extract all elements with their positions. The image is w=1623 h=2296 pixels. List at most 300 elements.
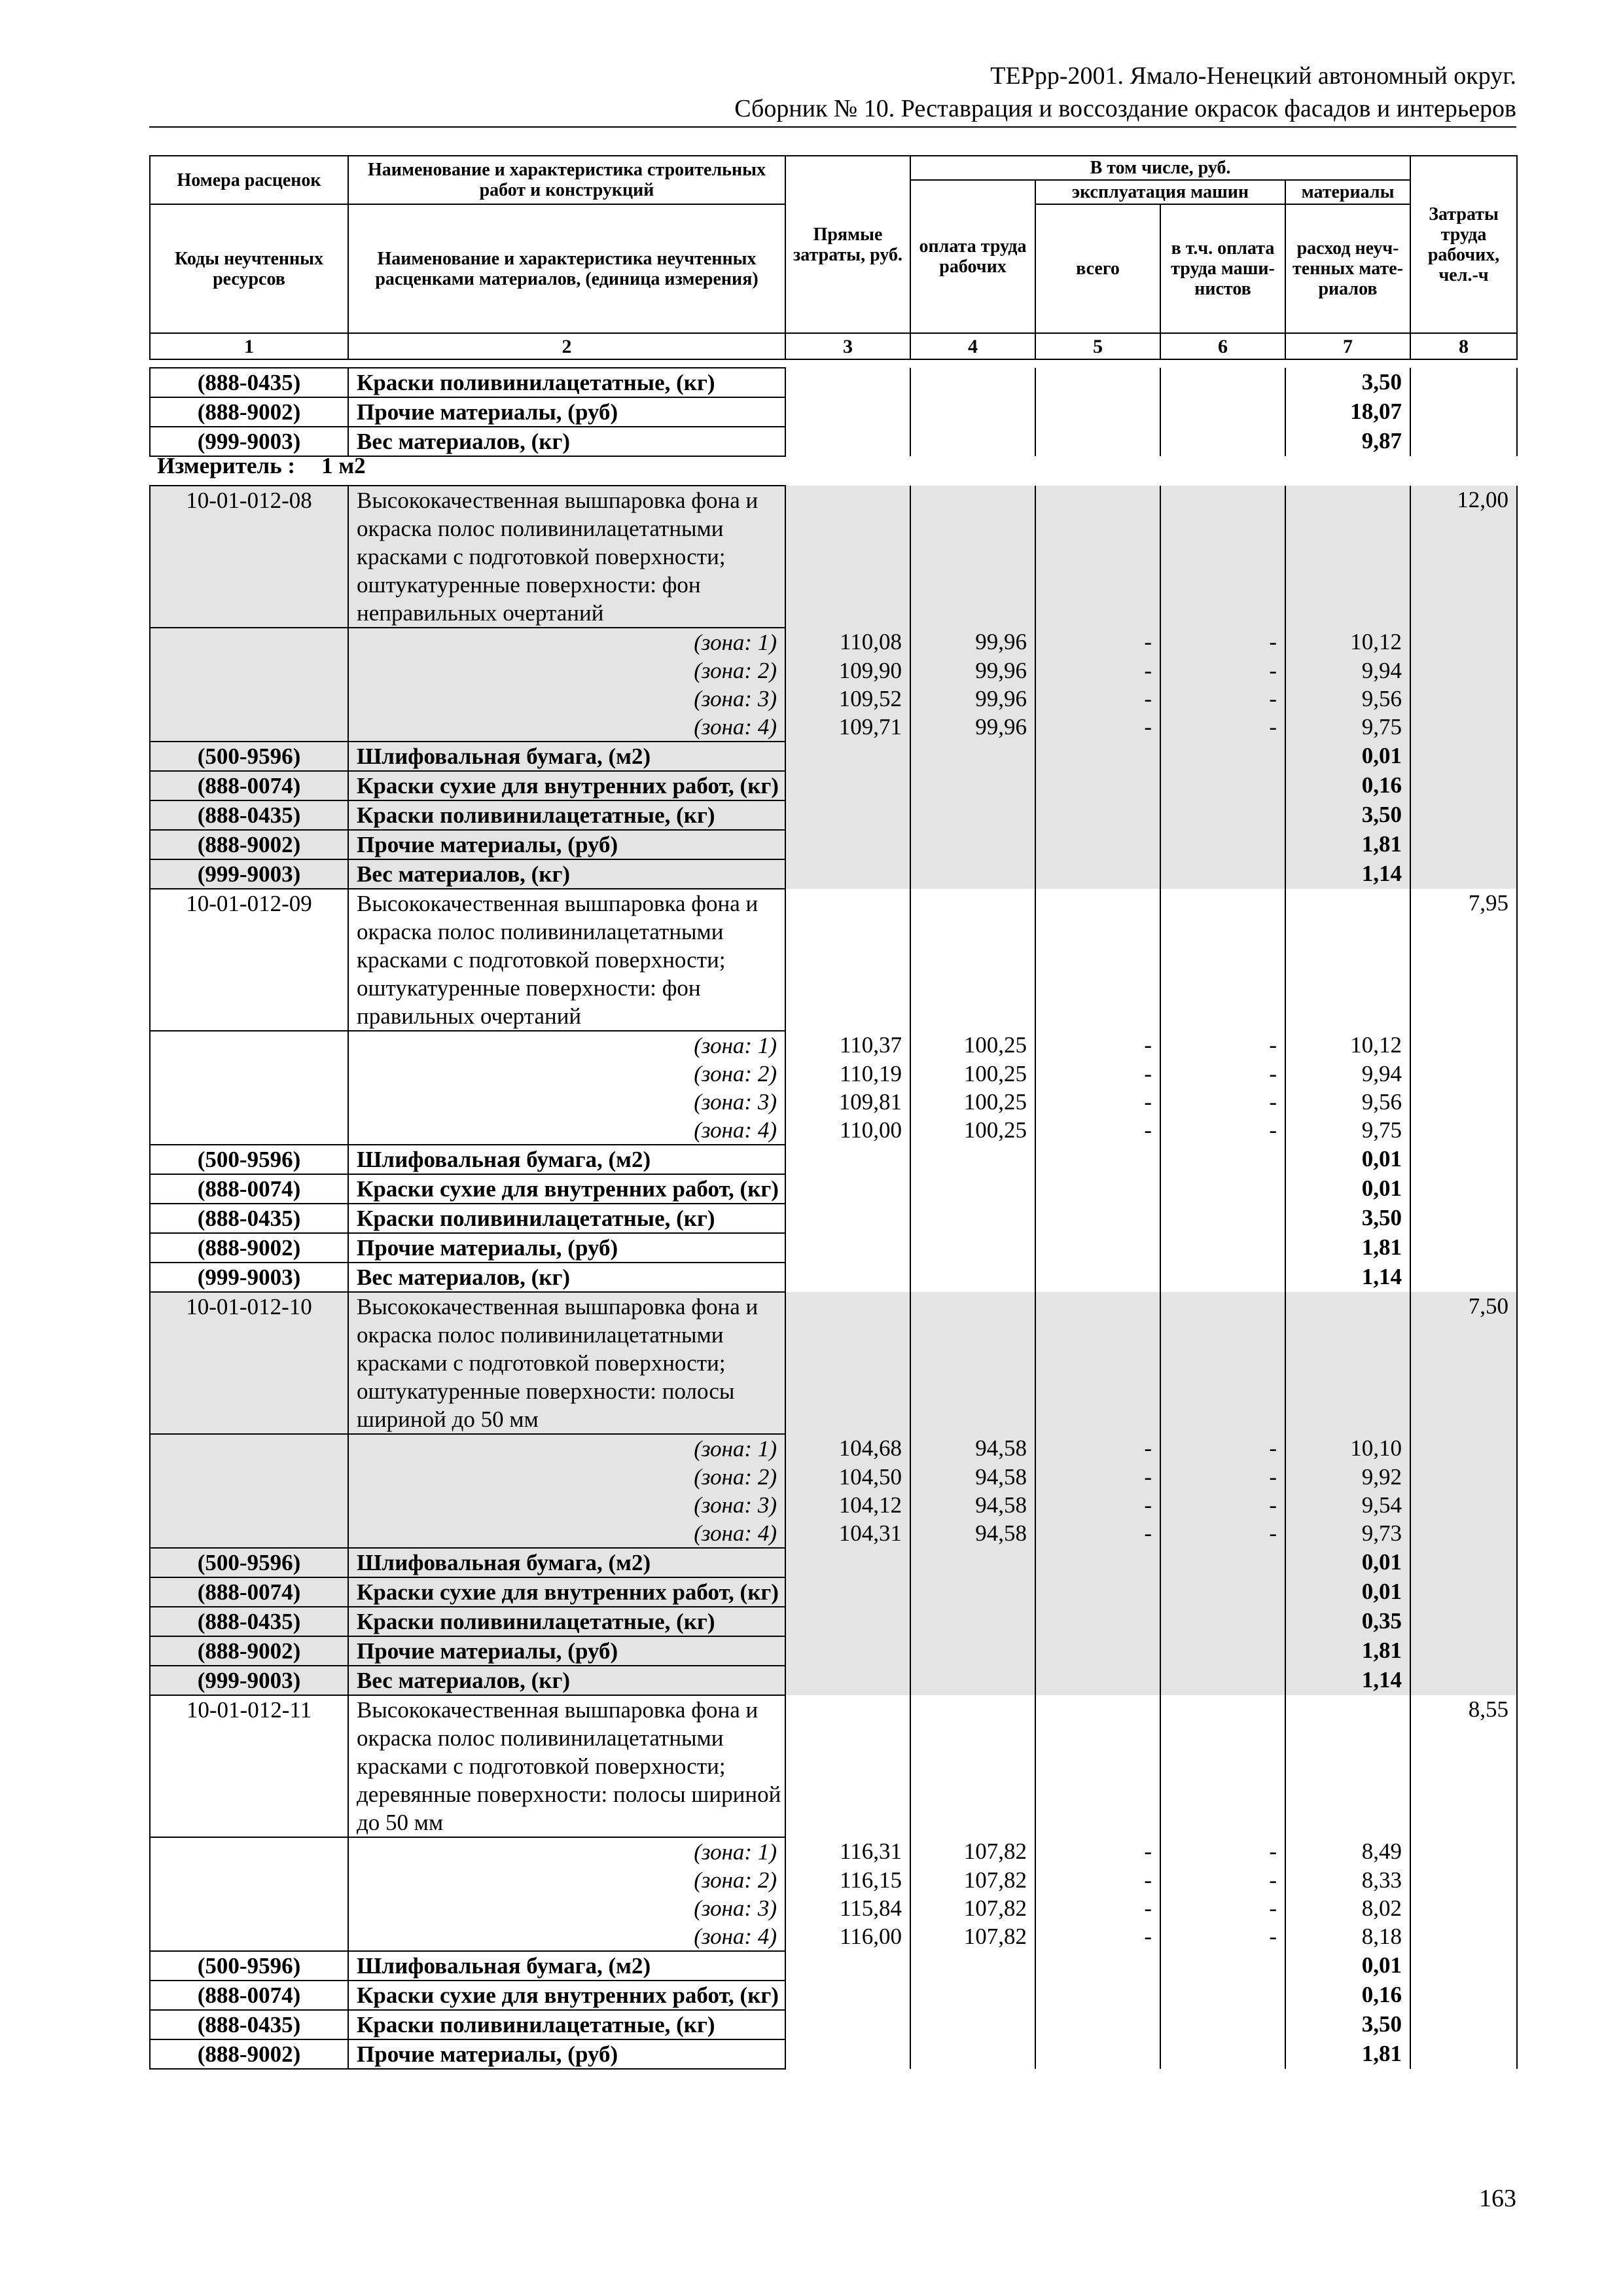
direct-costs: 109,90 <box>785 656 910 685</box>
table-cell <box>1160 397 1285 427</box>
resource-code: (888-0435) <box>150 368 348 397</box>
col-head-machine-total: всего <box>1035 204 1160 333</box>
table-cell <box>1160 800 1285 830</box>
materials-cost: 9,73 <box>1285 1519 1410 1548</box>
labor-costs: 8,55 <box>1410 1695 1517 1837</box>
table-cell <box>150 1922 348 1951</box>
measure-unit-label: Измеритель : <box>157 453 296 478</box>
table-cell <box>1160 1233 1285 1263</box>
materials-cost: 9,94 <box>1285 1060 1410 1088</box>
resource-consumption: 1,14 <box>1285 1263 1410 1292</box>
zone-row <box>150 1060 1517 1088</box>
table-cell <box>150 713 348 742</box>
machinist-pay: - <box>1160 1031 1285 1060</box>
table-cell <box>1160 742 1285 771</box>
machine-total: - <box>1035 1491 1160 1519</box>
table-header <box>149 155 1518 360</box>
table-cell <box>1160 1981 1285 2010</box>
running-header-title: ТЕРрр-2001. Ямало-Ненецкий автономный округ. <box>990 62 1516 90</box>
zone-row <box>150 1031 1517 1060</box>
table-cell <box>1160 1577 1285 1607</box>
direct-costs: 109,81 <box>785 1088 910 1116</box>
resource-name: Шлифовальная бумага, (м2) <box>348 1951 785 1981</box>
resource-consumption: 0,01 <box>1285 1548 1410 1577</box>
resource-name: Краски сухие для внутренних работ, (кг) <box>348 771 785 800</box>
table-cell <box>1410 1866 1517 1894</box>
resource-row <box>150 1607 1517 1636</box>
resource-name: Краски сухие для внутренних работ, (кг) <box>348 1577 785 1607</box>
col-head-work-name: Наименование и характеристика строительных работ и конструкций <box>348 156 785 204</box>
resource-code: (500-9596) <box>150 1951 348 1981</box>
resource-row <box>150 859 1517 889</box>
materials-cost: 8,18 <box>1285 1922 1410 1951</box>
table-cell <box>150 1491 348 1519</box>
resource-row <box>150 368 1517 397</box>
table-cell <box>150 628 348 656</box>
machine-total: - <box>1035 1922 1160 1951</box>
col-number: 7 <box>1285 333 1410 359</box>
zone-label: (зона: 3) <box>348 1894 785 1922</box>
col-head-machinist-pay: в т.ч. оплата труда маши-нистов <box>1160 204 1285 333</box>
table-cell <box>785 2039 910 2069</box>
table-cell <box>1410 628 1517 656</box>
table-cell <box>910 1981 1035 2010</box>
labor-pay: 107,82 <box>910 1894 1035 1922</box>
col-head-direct-costs: Прямые затраты, руб. <box>785 156 910 333</box>
table-cell <box>785 1981 910 2010</box>
table-cell <box>910 1174 1035 1204</box>
table-cell <box>1035 1951 1160 1981</box>
table-cell <box>785 889 910 1031</box>
table-cell <box>1410 1894 1517 1922</box>
table-cell <box>1410 800 1517 830</box>
direct-costs: 115,84 <box>785 1894 910 1922</box>
machine-total: - <box>1035 1031 1160 1060</box>
zone-label: (зона: 2) <box>348 1060 785 1088</box>
labor-pay: 99,96 <box>910 628 1035 656</box>
table-cell <box>1160 1666 1285 1695</box>
direct-costs: 109,71 <box>785 713 910 742</box>
table-cell <box>150 1031 348 1060</box>
col-head-including: В том числе, руб. <box>910 156 1410 180</box>
resource-row <box>150 1636 1517 1666</box>
resource-name: Вес материалов, (кг) <box>348 1263 785 1292</box>
table-cell <box>1410 1951 1517 1981</box>
table-cell <box>910 368 1035 397</box>
table-cell <box>1160 1607 1285 1636</box>
resource-name: Вес материалов, (кг) <box>348 1666 785 1695</box>
resource-name: Вес материалов, (кг) <box>348 859 785 889</box>
labor-pay: 107,82 <box>910 1866 1035 1894</box>
machine-total: - <box>1035 1116 1160 1145</box>
zone-row <box>150 1519 1517 1548</box>
table-cell <box>1160 771 1285 800</box>
table-cell <box>1410 1434 1517 1463</box>
table-cell <box>910 889 1035 1031</box>
direct-costs: 110,00 <box>785 1116 910 1145</box>
table-cell <box>1035 1233 1160 1263</box>
machinist-pay: - <box>1160 656 1285 685</box>
direct-costs: 104,31 <box>785 1519 910 1548</box>
table-cell <box>1410 1463 1517 1491</box>
resource-code: (888-9002) <box>150 1233 348 1263</box>
zone-label: (зона: 3) <box>348 1088 785 1116</box>
materials-cost: 10,12 <box>1285 1031 1410 1060</box>
table-cell <box>1035 1695 1160 1837</box>
direct-costs: 116,15 <box>785 1866 910 1894</box>
table-cell <box>910 1636 1035 1666</box>
resource-consumption: 0,01 <box>1285 1145 1410 1174</box>
labor-pay: 100,25 <box>910 1060 1035 1088</box>
zone-label: (зона: 3) <box>348 685 785 713</box>
resource-consumption: 0,35 <box>1285 1607 1410 1636</box>
col-number: 5 <box>1035 333 1160 359</box>
rate-name: Высококачественная вышпаровка фона и окраска полос поливинилацетатными красками с подготовкой поверхности; деревянные поверхности: полосы шириной до 50 мм <box>348 1695 785 1837</box>
table-cell <box>1160 2039 1285 2069</box>
zone-row <box>150 1922 1517 1951</box>
materials-cost: 9,56 <box>1285 1088 1410 1116</box>
direct-costs: 116,31 <box>785 1837 910 1866</box>
table-cell <box>910 1577 1035 1607</box>
table-cell <box>785 1145 910 1174</box>
labor-pay: 94,58 <box>910 1519 1035 1548</box>
machinist-pay: - <box>1160 1060 1285 1088</box>
labor-pay: 94,58 <box>910 1463 1035 1491</box>
resource-row <box>150 1548 1517 1577</box>
resource-code: (999-9003) <box>150 427 348 456</box>
table-cell <box>1035 2039 1160 2069</box>
col-number: 4 <box>910 333 1035 359</box>
table-cell <box>1035 889 1160 1031</box>
labor-pay: 94,58 <box>910 1434 1035 1463</box>
resource-code: (500-9596) <box>150 742 348 771</box>
machinist-pay: - <box>1160 1894 1285 1922</box>
materials-cost: 9,75 <box>1285 1116 1410 1145</box>
table-cell <box>910 1666 1035 1695</box>
resource-code: (888-9002) <box>150 830 348 859</box>
resource-name: Прочие материалы, (руб) <box>348 1233 785 1263</box>
machinist-pay: - <box>1160 713 1285 742</box>
materials-cost: 9,54 <box>1285 1491 1410 1519</box>
table-cell <box>785 1174 910 1204</box>
machine-total: - <box>1035 713 1160 742</box>
table-cell <box>150 1116 348 1145</box>
table-cell <box>1160 830 1285 859</box>
table-cell <box>1410 742 1517 771</box>
rate-name: Высококачественная вышпаровка фона и окраска полос поливинилацетатными красками с подготовкой поверхности; оштукатуренные поверхности: фон неправильных очертаний <box>348 486 785 628</box>
table-cell <box>1160 1263 1285 1292</box>
table-cell <box>1410 1922 1517 1951</box>
table-cell <box>910 1607 1035 1636</box>
table-cell <box>910 2039 1035 2069</box>
rates-table <box>149 485 1518 2070</box>
resource-name: Краски поливинилацетатные, (кг) <box>348 800 785 830</box>
machinist-pay: - <box>1160 1837 1285 1866</box>
resource-code: (999-9003) <box>150 1263 348 1292</box>
table-cell <box>785 800 910 830</box>
labor-pay: 107,82 <box>910 1837 1035 1866</box>
table-cell <box>1410 1145 1517 1174</box>
table-cell <box>150 1894 348 1922</box>
zone-row <box>150 1116 1517 1145</box>
table-cell <box>1160 1695 1285 1837</box>
resource-name: Краски поливинилацетатные, (кг) <box>348 1607 785 1636</box>
table-cell <box>1035 486 1160 628</box>
table-cell <box>1035 1292 1160 1434</box>
machine-total: - <box>1035 656 1160 685</box>
materials-cost: 10,12 <box>1285 628 1410 656</box>
resource-consumption: 1,81 <box>1285 1233 1410 1263</box>
table-cell <box>1410 1666 1517 1695</box>
materials-cost: 8,02 <box>1285 1894 1410 1922</box>
table-cell <box>910 1292 1035 1434</box>
machinist-pay: - <box>1160 1866 1285 1894</box>
table-cell <box>1410 397 1517 427</box>
zone-label: (зона: 1) <box>348 1434 785 1463</box>
table-cell <box>1410 1088 1517 1116</box>
col-head-labor-costs: Затраты труда рабочих, чел.-ч <box>1410 156 1517 333</box>
materials-cost: 9,94 <box>1285 656 1410 685</box>
rate-code: 10-01-012-10 <box>150 1292 348 1434</box>
table-cell <box>1410 1233 1517 1263</box>
machinist-pay: - <box>1160 685 1285 713</box>
direct-costs: 116,00 <box>785 1922 910 1951</box>
table-cell <box>910 1145 1035 1174</box>
rate-code: 10-01-012-11 <box>150 1695 348 1837</box>
zone-label: (зона: 2) <box>348 656 785 685</box>
table-cell <box>1410 1263 1517 1292</box>
resource-name: Шлифовальная бумага, (м2) <box>348 742 785 771</box>
direct-costs: 104,50 <box>785 1463 910 1491</box>
table-cell <box>910 1263 1035 1292</box>
table-cell <box>785 368 910 397</box>
table-cell <box>1410 1607 1517 1636</box>
resource-row <box>150 1666 1517 1695</box>
rate-code: 10-01-012-08 <box>150 486 348 628</box>
table-cell <box>1035 2010 1160 2039</box>
measure-unit <box>157 452 366 480</box>
zone-row <box>150 1088 1517 1116</box>
resource-consumption: 1,81 <box>1285 1636 1410 1666</box>
resource-name: Краски сухие для внутренних работ, (кг) <box>348 1174 785 1204</box>
table-cell <box>785 742 910 771</box>
col-head-rate-numbers: Номера расценок <box>150 156 348 204</box>
table-cell <box>910 1695 1035 1837</box>
table-cell <box>1160 859 1285 889</box>
table-cell <box>150 1463 348 1491</box>
machine-total: - <box>1035 685 1160 713</box>
resource-code: (888-0074) <box>150 1577 348 1607</box>
resource-code: (888-0074) <box>150 771 348 800</box>
table-cell <box>785 1548 910 1577</box>
direct-costs: 109,52 <box>785 685 910 713</box>
resource-row <box>150 2010 1517 2039</box>
resource-consumption: 1,14 <box>1285 859 1410 889</box>
table-cell <box>1410 368 1517 397</box>
table-cell <box>1035 1145 1160 1174</box>
table-cell <box>1160 889 1285 1031</box>
table-cell <box>1410 1837 1517 1866</box>
resource-row <box>150 830 1517 859</box>
table-cell <box>785 427 910 456</box>
resource-consumption: 0,16 <box>1285 771 1410 800</box>
table-cell <box>1160 1204 1285 1233</box>
rate-row <box>150 486 1517 628</box>
direct-costs: 110,08 <box>785 628 910 656</box>
resource-consumption: 1,81 <box>1285 830 1410 859</box>
table-cell <box>785 486 910 628</box>
labor-costs: 7,50 <box>1410 1292 1517 1434</box>
col-head-materials: материалы <box>1285 180 1410 204</box>
zone-row <box>150 1837 1517 1866</box>
machine-total: - <box>1035 1088 1160 1116</box>
zone-row <box>150 713 1517 742</box>
resource-name: Шлифовальная бумага, (м2) <box>348 1548 785 1577</box>
table-cell <box>1410 713 1517 742</box>
zone-label: (зона: 4) <box>348 1116 785 1145</box>
resource-code: (888-0435) <box>150 1204 348 1233</box>
table-cell <box>1035 742 1160 771</box>
resource-consumption: 9,87 <box>1285 427 1410 456</box>
table-cell <box>1410 1204 1517 1233</box>
col-head-labor-pay: оплата труда рабочих <box>910 180 1035 333</box>
table-cell <box>1410 771 1517 800</box>
resource-consumption: 3,50 <box>1285 1204 1410 1233</box>
zone-row <box>150 628 1517 656</box>
table-cell <box>910 771 1035 800</box>
table-cell <box>1410 2039 1517 2069</box>
table-cell <box>785 859 910 889</box>
table-cell <box>1160 1548 1285 1577</box>
zone-label: (зона: 1) <box>348 1837 785 1866</box>
resource-row <box>150 1951 1517 1981</box>
direct-costs: 110,37 <box>785 1031 910 1060</box>
machinist-pay: - <box>1160 1922 1285 1951</box>
labor-pay: 107,82 <box>910 1922 1035 1951</box>
table-cell <box>150 1060 348 1088</box>
rate-row <box>150 1292 1517 1434</box>
resource-row <box>150 1174 1517 1204</box>
table-cell <box>1035 1666 1160 1695</box>
table-cell <box>910 486 1035 628</box>
resource-name: Вес материалов, (кг) <box>348 427 785 456</box>
resource-name: Прочие материалы, (руб) <box>348 1636 785 1666</box>
table-cell <box>1285 1695 1410 1837</box>
zone-row <box>150 1491 1517 1519</box>
table-cell <box>1035 1263 1160 1292</box>
resource-code: (888-0074) <box>150 1174 348 1204</box>
table-cell <box>785 1951 910 1981</box>
machine-total: - <box>1035 1866 1160 1894</box>
resource-row <box>150 1145 1517 1174</box>
labor-pay: 100,25 <box>910 1031 1035 1060</box>
table-cell <box>1410 1031 1517 1060</box>
materials-cost: 9,92 <box>1285 1463 1410 1491</box>
table-cell <box>910 859 1035 889</box>
table-cell <box>1035 1577 1160 1607</box>
resource-consumption: 1,14 <box>1285 1666 1410 1695</box>
table-cell <box>1410 1548 1517 1577</box>
table-cell <box>1285 486 1410 628</box>
direct-costs: 104,12 <box>785 1491 910 1519</box>
machinist-pay: - <box>1160 1519 1285 1548</box>
machine-total: - <box>1035 1434 1160 1463</box>
resource-consumption: 3,50 <box>1285 800 1410 830</box>
resource-code: (500-9596) <box>150 1548 348 1577</box>
resource-row <box>150 1263 1517 1292</box>
machinist-pay: - <box>1160 1463 1285 1491</box>
resource-row <box>150 1233 1517 1263</box>
resource-consumption: 0,01 <box>1285 1577 1410 1607</box>
resource-code: (888-9002) <box>150 1636 348 1666</box>
resource-row <box>150 1204 1517 1233</box>
resource-consumption: 3,50 <box>1285 368 1410 397</box>
table-cell <box>1410 1981 1517 2010</box>
table-cell <box>785 1233 910 1263</box>
table-cell <box>785 2010 910 2039</box>
table-cell <box>1410 1060 1517 1088</box>
table-cell <box>1285 1292 1410 1434</box>
table-cell <box>1160 1951 1285 1981</box>
table-cell <box>910 1204 1035 1233</box>
labor-pay: 99,96 <box>910 713 1035 742</box>
direct-costs: 110,19 <box>785 1060 910 1088</box>
resource-name: Краски сухие для внутренних работ, (кг) <box>348 1981 785 2010</box>
zone-row <box>150 1894 1517 1922</box>
table-cell <box>1410 1519 1517 1548</box>
table-cell <box>910 2010 1035 2039</box>
table-cell <box>1410 2010 1517 2039</box>
zone-label: (зона: 4) <box>348 713 785 742</box>
col-number: 1 <box>150 333 348 359</box>
resource-name: Прочие материалы, (руб) <box>348 397 785 427</box>
zone-row <box>150 1463 1517 1491</box>
machine-total: - <box>1035 1894 1160 1922</box>
labor-pay: 99,96 <box>910 685 1035 713</box>
resource-row <box>150 742 1517 771</box>
table-cell <box>910 800 1035 830</box>
resource-name: Краски поливинилацетатные, (кг) <box>348 2010 785 2039</box>
resource-consumption: 0,01 <box>1285 1174 1410 1204</box>
col-head-resource-codes: Коды неучтенных ресурсов <box>150 204 348 333</box>
table-cell <box>785 1666 910 1695</box>
rate-name: Высококачественная вышпаровка фона и окраска полос поливинилацетатными красками с подготовкой поверхности; оштукатуренные поверхности: фон правильных очертаний <box>348 889 785 1031</box>
zone-label: (зона: 1) <box>348 628 785 656</box>
zone-label: (зона: 1) <box>348 1031 785 1060</box>
table-cell <box>785 771 910 800</box>
resource-consumption: 3,50 <box>1285 2010 1410 2039</box>
zone-label: (зона: 3) <box>348 1491 785 1519</box>
direct-costs: 104,68 <box>785 1434 910 1463</box>
table-cell <box>1035 1174 1160 1204</box>
labor-pay: 99,96 <box>910 656 1035 685</box>
zone-row <box>150 1866 1517 1894</box>
resource-row <box>150 771 1517 800</box>
resource-code: (888-0435) <box>150 1607 348 1636</box>
table-cell <box>910 1233 1035 1263</box>
table-cell <box>785 397 910 427</box>
table-cell <box>1410 859 1517 889</box>
resource-name: Краски поливинилацетатные, (кг) <box>348 368 785 397</box>
table-cell <box>1160 427 1285 456</box>
labor-pay: 100,25 <box>910 1116 1035 1145</box>
page-number: 163 <box>1479 2185 1516 2212</box>
zone-row <box>150 656 1517 685</box>
resource-code: (500-9596) <box>150 1145 348 1174</box>
measure-unit-value: 1 м2 <box>321 453 366 478</box>
machine-total: - <box>1035 628 1160 656</box>
table-cell <box>1285 889 1410 1031</box>
